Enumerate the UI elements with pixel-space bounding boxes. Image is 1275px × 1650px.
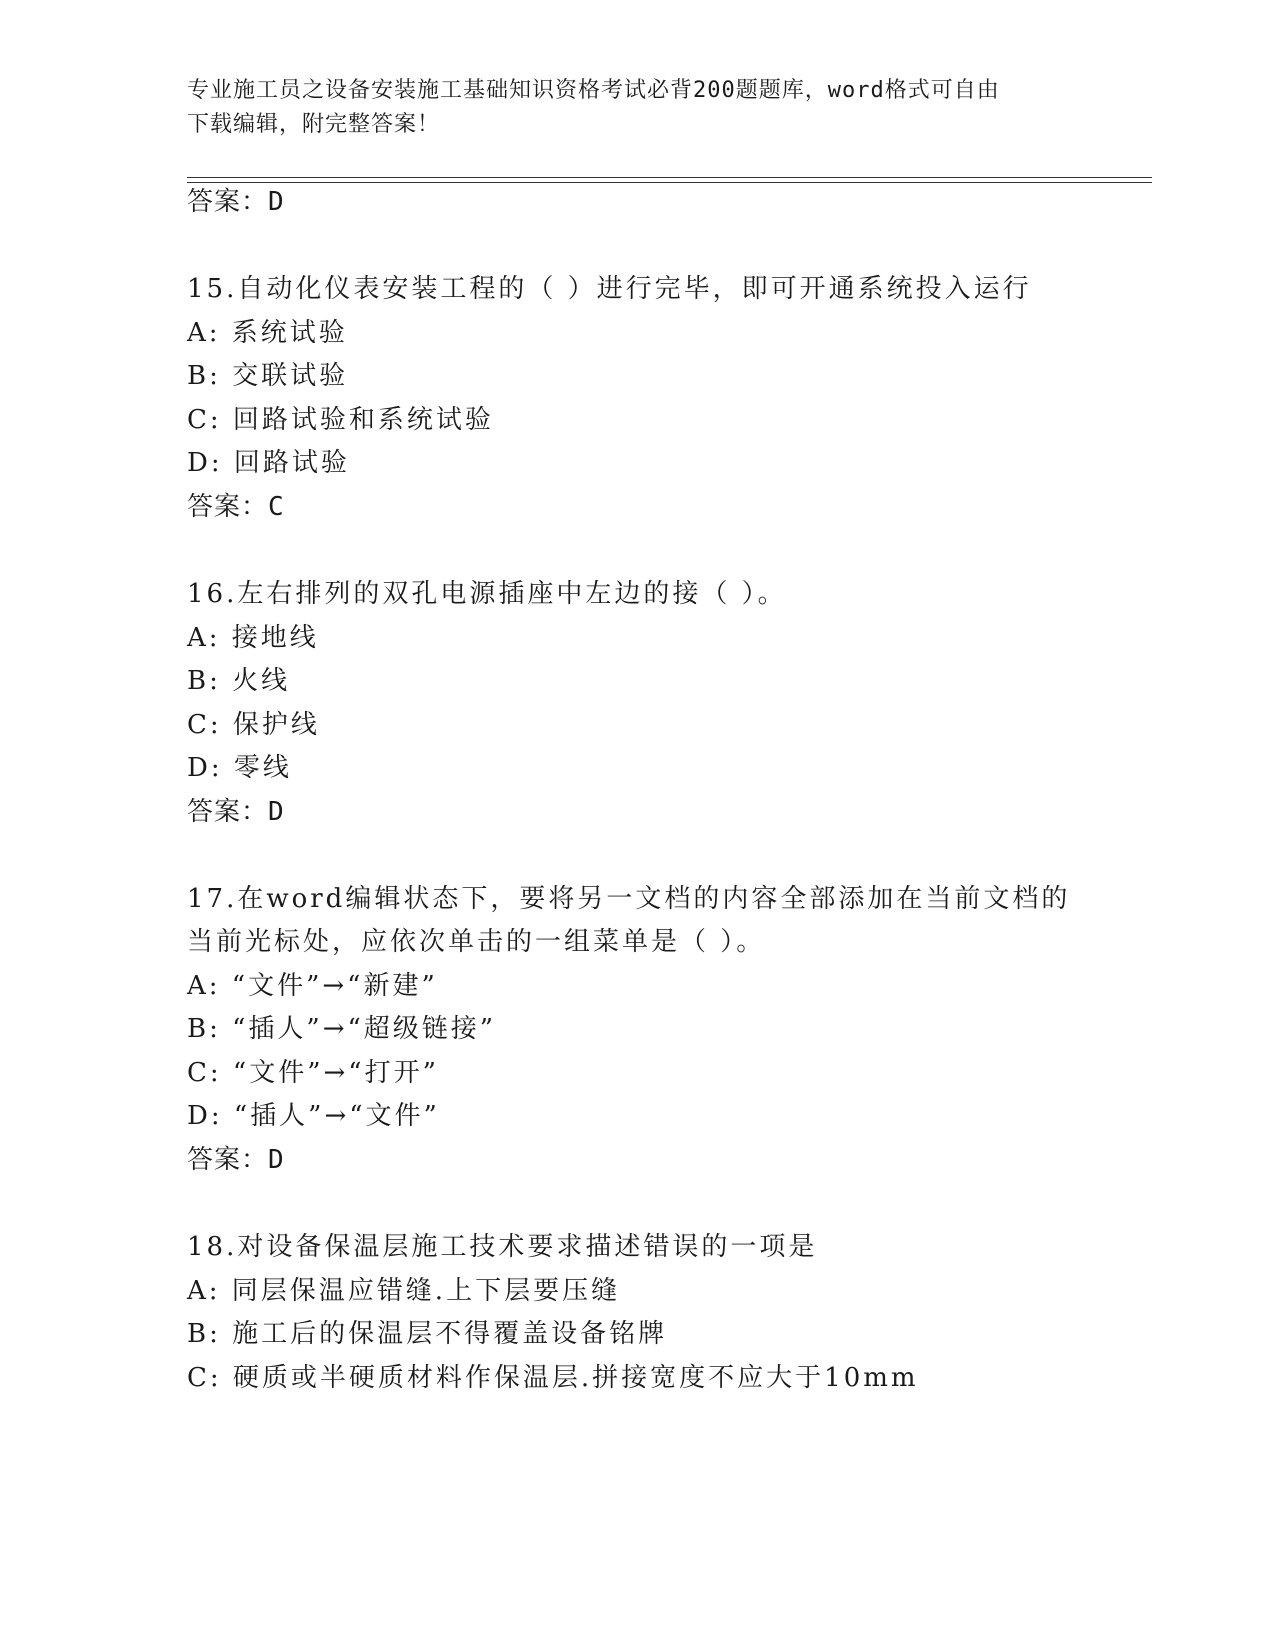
question-17-option-d: D: “插人”→“文件”: [187, 1101, 440, 1131]
header-line-1: 专业施工员之设备安装施工基础知识资格考试必背200题题库，word格式可自由: [187, 78, 1000, 103]
document-header: [187, 74, 1087, 142]
question-15-option-b: B: 交联试验: [187, 361, 349, 391]
question-18-stem: 18.对设备保温层施工技术要求描述错误的一项是: [187, 1232, 818, 1262]
question-16-option-c: C: 保护线: [187, 710, 320, 740]
header-divider-bottom: [187, 182, 1152, 183]
question-18-option-b: B: 施工后的保温层不得覆盖设备铭牌: [187, 1319, 668, 1349]
header-line-2: 下载编辑，附完整答案！: [187, 112, 441, 137]
question-17-option-a: A: “文件”→“新建”: [187, 971, 438, 1001]
question-16-option-b: B: 火线: [187, 666, 291, 696]
question-17-option-c: C: “文件”→“打开”: [187, 1058, 439, 1088]
question-15-option-a: A: 系统试验: [187, 318, 348, 348]
question-18-option-a: A: 同层保温应错缝.上下层要压缝: [187, 1276, 621, 1306]
question-16-option-a: A: 接地线: [187, 623, 319, 653]
question-15-option-c: C: 回路试验和系统试验: [187, 405, 494, 435]
answer-line: 答案：D: [187, 187, 285, 217]
question-15-stem: 15.自动化仪表安装工程的（ ）进行完毕，即可开通系统投入运行: [187, 274, 1032, 304]
question-15-option-d: D: 回路试验: [187, 448, 350, 478]
question-16-stem: 16.左右排列的双孔电源插座中左边的接（ ）。: [187, 579, 787, 609]
question-16-option-d: D: 零线: [187, 753, 292, 783]
header-divider-top: [187, 177, 1152, 178]
question-15-answer: 答案：C: [187, 492, 285, 522]
question-18-option-c: C: 硬质或半硬质材料作保温层.拼接宽度不应大于10mm: [187, 1363, 919, 1393]
question-16-answer: 答案：D: [187, 797, 285, 827]
question-17-answer: 答案：D: [187, 1145, 285, 1175]
question-17-stem-line-1: 17.在word编辑状态下，要将另一文档的内容全部添加在当前文档的: [187, 884, 1071, 914]
question-17-option-b: B: “插人”→“超级链接”: [187, 1014, 497, 1044]
question-17-stem-line-2: 当前光标处，应依次单击的一组菜单是（ ）。: [187, 927, 766, 957]
